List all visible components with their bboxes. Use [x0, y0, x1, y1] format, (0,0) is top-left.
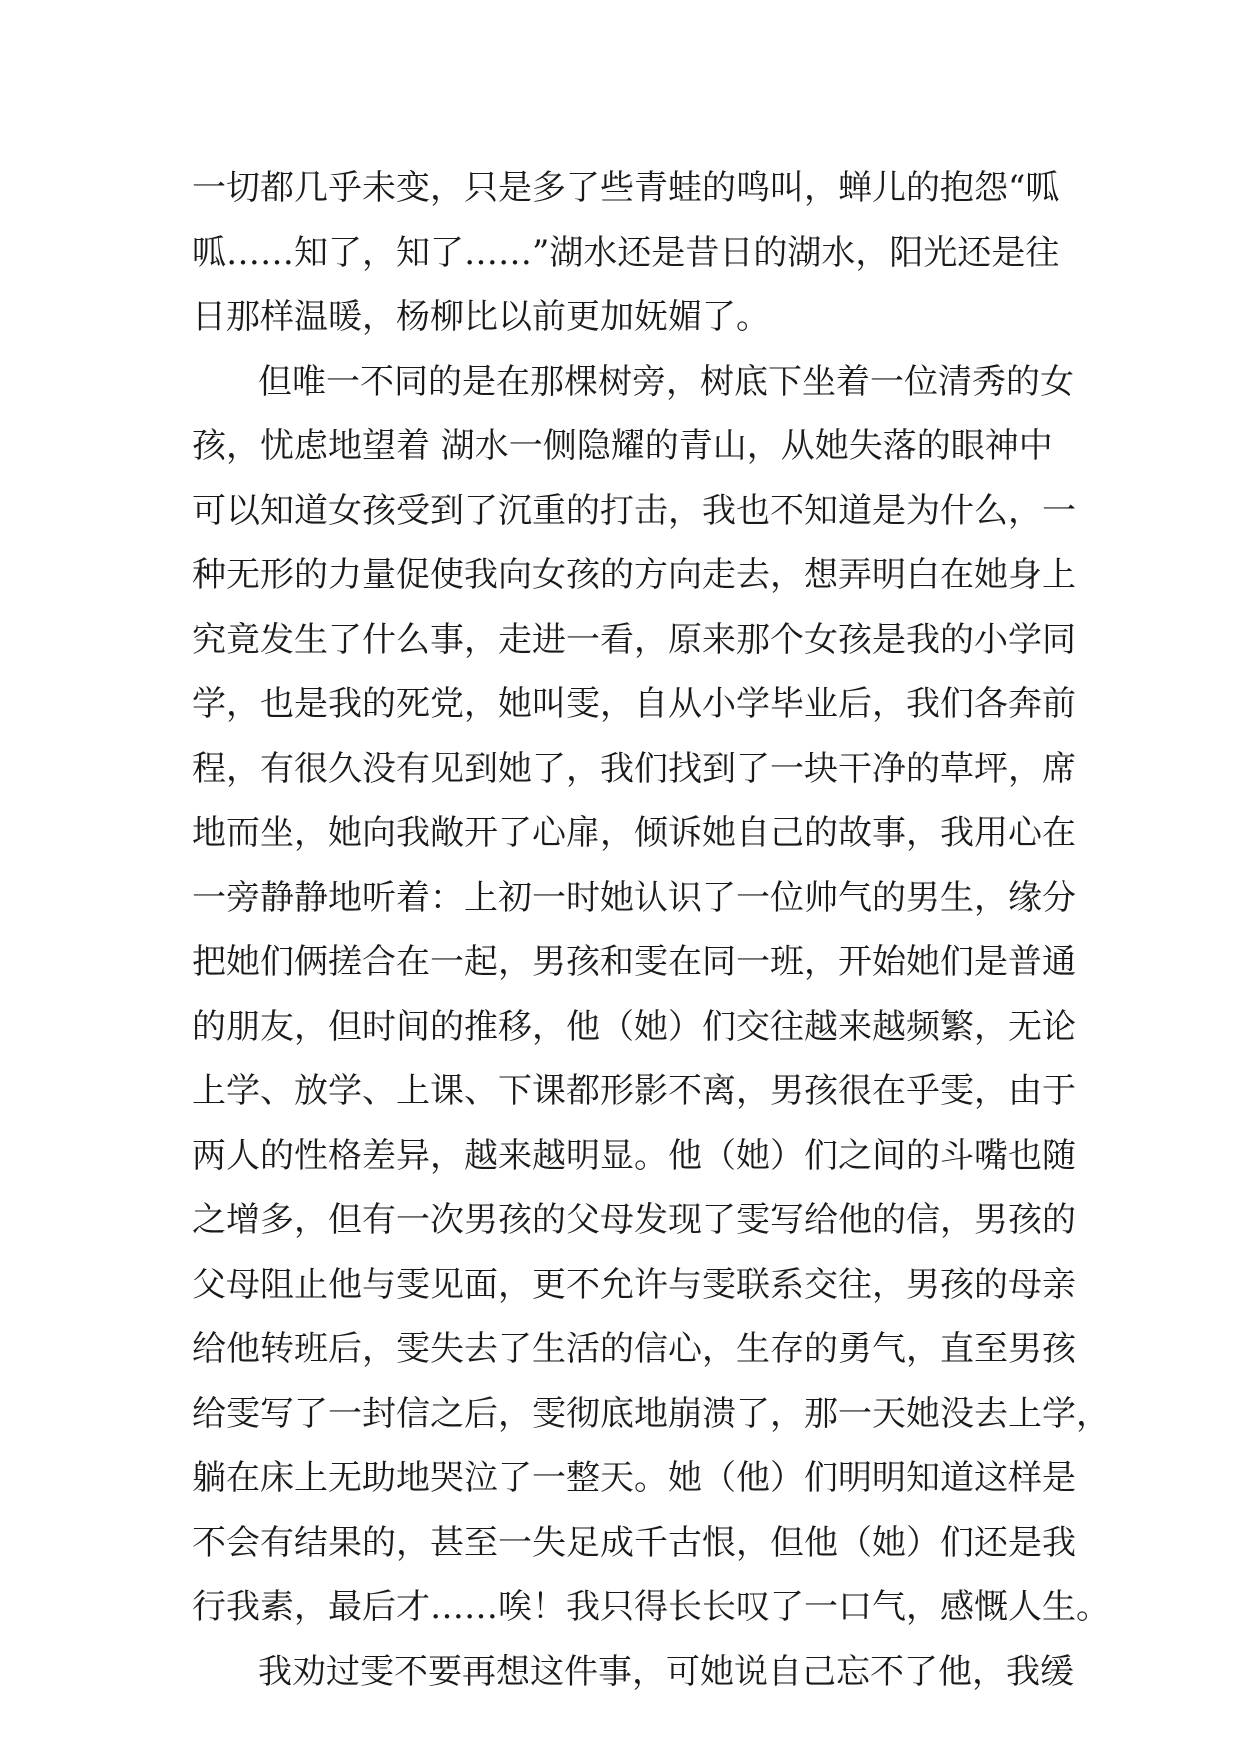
- text-line: 究竟发生了什么事，走进一看，原来那个女孩是我的小学同: [192, 619, 1076, 660]
- text-line: 的朋友，但时间的推移，他（她）们交往越来越频繁，无论: [192, 1006, 1076, 1047]
- text-line: 行我素，最后才……唉！我只得长长叹了一口气，感慨人生。: [192, 1587, 1110, 1627]
- text-line: 两人的性格差异，越来越明显。他（她）们之间的斗嘴也随: [192, 1135, 1076, 1176]
- text-line: 给他转班后，雯失去了生活的信心，生存的勇气，直至男孩: [192, 1329, 1076, 1369]
- text-line: 呱……知了，知了……”湖水还是昔日的湖水，阳光还是往: [192, 232, 1060, 273]
- text-line: 一切都几乎未变，只是多了些青蛙的鸣叫，蝉儿的抱怨“呱: [192, 168, 1060, 208]
- text-line: 程，有很久没有见到她了，我们找到了一块干净的草坪，席: [192, 748, 1076, 789]
- text-line: 给雯写了一封信之后，雯彻底地崩溃了，那一天她没去上学，: [192, 1393, 1110, 1434]
- text-line: 但唯一不同的是在那棵树旁，树底下坐着一位清秀的女: [258, 361, 1074, 402]
- text-line: 可以知道女孩受到了沉重的打击，我也不知道是为什么，一: [192, 490, 1076, 531]
- text-line: 不会有结果的，甚至一失足成千古恨，但他（她）们还是我: [192, 1522, 1076, 1563]
- body-text: [192, 156, 1110, 1704]
- text-line: 之增多，但有一次男孩的父母发现了雯写给他的信，男孩的: [192, 1200, 1076, 1240]
- text-line: 学，也是我的死党，她叫雯，自从小学毕业后，我们各奔前: [192, 684, 1076, 724]
- text-line: 我劝过雯不要再想这件事，可她说自己忘不了他，我缓: [258, 1651, 1074, 1692]
- text-line: 把她们俩搓合在一起，男孩和雯在同一班，开始她们是普通: [192, 942, 1076, 982]
- text-line: 种无形的力量促使我向女孩的方向走去，想弄明白在她身上: [192, 555, 1076, 595]
- text-line: 躺在床上无助地哭泣了一整天。她（他）们明明知道这样是: [192, 1458, 1076, 1498]
- text-line: 父母阻止他与雯见面，更不允许与雯联系交往，男孩的母亲: [192, 1264, 1076, 1305]
- text-line: 上学、放学、上课、下课都形影不离，男孩很在乎雯，由于: [192, 1071, 1076, 1111]
- text-line: 孩，忧虑地望着 湖水一侧隐耀的青山，从她失落的眼神中: [192, 426, 1053, 466]
- text-line: 一旁静静地听着：上初一时她认识了一位帅气的男生，缘分: [192, 877, 1076, 918]
- text-line: 日那样温暖，杨柳比以前更加妩媚了。: [192, 297, 770, 337]
- text-line: 地而坐，她向我敞开了心扉，倾诉她自己的故事，我用心在: [192, 813, 1076, 853]
